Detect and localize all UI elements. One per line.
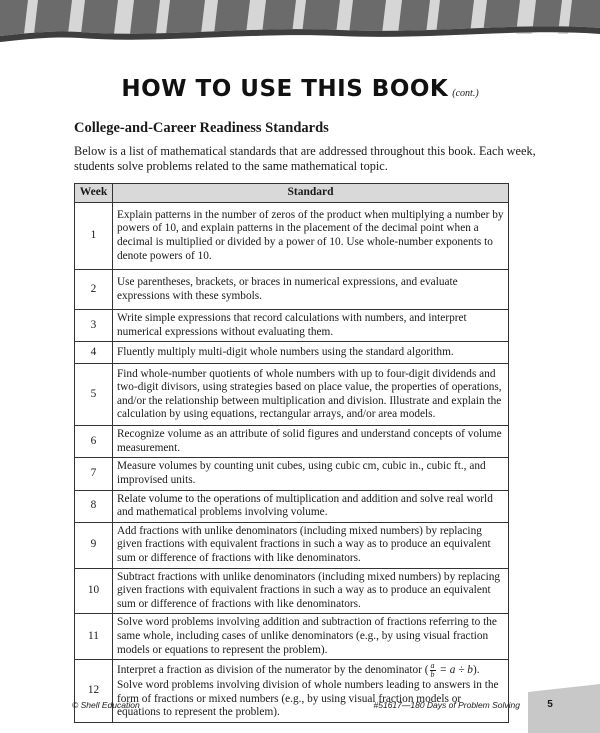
week-cell: 11 — [75, 614, 113, 660]
week-cell: 5 — [75, 364, 113, 426]
page-number-tab — [528, 684, 600, 733]
footer-product: #51617—180 Days of Problem Solving — [373, 700, 520, 710]
standard-cell: Subtract fractions with unlike denominators (including mixed numbers) by replacing given fractions with equivalent fractions in such a way as to produce an equivalent sum or difference of fractions with like denominators. — [113, 568, 509, 614]
standard-cell: Solve word problems involving addition and subtraction of fractions referring to the same whole, including cases of unlike denominators (e.g., by using visual fraction models or equations to represent the problem). — [113, 614, 509, 660]
title-main: HOW TO USE THIS BOOK — [121, 76, 449, 102]
standard-cell: Measure volumes by counting unit cubes, using cubic cm, cubic in., cubic ft., and improvised units. — [113, 458, 509, 490]
standards-table — [74, 183, 509, 723]
section-heading: College-and-Career Readiness Standards — [74, 120, 329, 136]
page-number: 5 — [547, 699, 553, 710]
footer-copyright: © Shell Education — [72, 700, 140, 710]
table-row — [75, 364, 509, 426]
table-row — [75, 310, 509, 342]
page-title — [0, 76, 600, 102]
standard-cell: Explain patterns in the number of zeros of the product when multiplying a number by powers of 10, and explain patterns in the placement of the decimal point when a decimal is multiplied or divided by a power of 10. Use whole-number exponents to denote powers of 10. — [113, 203, 509, 270]
week-cell: 7 — [75, 458, 113, 490]
column-header-week: Week — [75, 184, 113, 203]
week-cell: 12 — [75, 660, 113, 723]
table-row — [75, 660, 509, 723]
fraction-numerator: a — [430, 661, 435, 671]
table-row — [75, 568, 509, 614]
fraction — [430, 662, 436, 679]
standard-cell: Add fractions with unlike denominators (including mixed numbers) by replacing given fractions with equivalent fractions in such a way as to produce an equivalent sum or difference of fractions with like denominators. — [113, 522, 509, 568]
column-header-standard: Standard — [113, 184, 509, 203]
week-cell: 9 — [75, 522, 113, 568]
week-cell: 2 — [75, 270, 113, 310]
table-row — [75, 522, 509, 568]
intro-paragraph: Below is a list of mathematical standards that are addressed throughout this book. Each week, students solve problems related to the same mathematical topic. — [74, 144, 536, 173]
row12-text-post: ). Solve word problems involving division of whole numbers leading to answers in the form of fractions or mixed numbers (e.g., by using visual fraction models or equations to represent the problem). — [117, 664, 499, 719]
table-row — [75, 270, 509, 310]
table-row — [75, 458, 509, 490]
table-row — [75, 203, 509, 270]
standard-cell: Use parentheses, brackets, or braces in numerical expressions, and evaluate expressions with these symbols. — [113, 270, 509, 310]
table-row — [75, 342, 509, 364]
table-row — [75, 490, 509, 522]
standard-cell: Relate volume to the operations of multiplication and addition and solve real world and mathematical problems involving volume. — [113, 490, 509, 522]
fraction-denominator: b — [430, 670, 435, 680]
standard-cell: Find whole-number quotients of whole numbers with up to four-digit dividends and two-digit divisors, using strategies based on place value, the properties of operations, and/or the relationship between multiplication and division. Illustrate and explain the calculation by using equations, rectangular arrays, and/or area models. — [113, 364, 509, 426]
week-cell: 4 — [75, 342, 113, 364]
standard-cell: Fluently multiply multi-digit whole numbers using the standard algorithm. — [113, 342, 509, 364]
top-banner-decoration — [0, 0, 600, 48]
table-header-row — [75, 184, 509, 203]
table-row — [75, 614, 509, 660]
title-cont: (cont.) — [452, 88, 479, 99]
standard-cell: Write simple expressions that record calculations with numbers, and interpret numerical expressions without evaluating them. — [113, 310, 509, 342]
row12-formula: = a ÷ b — [436, 664, 473, 677]
week-cell: 1 — [75, 203, 113, 270]
page-tab-shape — [528, 684, 600, 733]
week-cell: 3 — [75, 310, 113, 342]
row12-text-pre: Interpret a fraction as division of the numerator by the denominator ( — [117, 664, 429, 677]
week-cell: 10 — [75, 568, 113, 614]
week-cell: 8 — [75, 490, 113, 522]
table-row — [75, 426, 509, 458]
week-cell: 6 — [75, 426, 113, 458]
standard-cell: Recognize volume as an attribute of solid figures and understand concepts of volume measurement. — [113, 426, 509, 458]
standard-cell — [113, 660, 509, 723]
